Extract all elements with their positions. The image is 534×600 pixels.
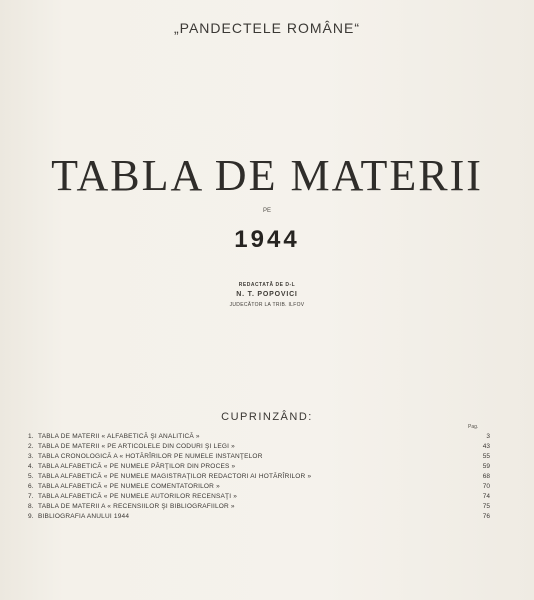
toc-item-text: TABLA ALFABETICĂ « PE NUMELE COMENTATORILOR » bbox=[38, 482, 220, 490]
toc-item-text: TABLA ALFABETICĂ « PE NUMELE MAGISTRAŢILOR REDACTORI AI HOTĂRÎRILOR » bbox=[38, 472, 312, 480]
toc-item-number: 7. bbox=[28, 492, 34, 500]
toc-item-page: 59 bbox=[482, 462, 490, 470]
toc-item-page: 68 bbox=[482, 472, 490, 480]
year-label: 1944 bbox=[234, 226, 300, 253]
toc-item-number: 1. bbox=[28, 432, 34, 440]
toc-item bbox=[28, 481, 490, 491]
toc-item-page: 70 bbox=[482, 482, 490, 490]
toc-item-page: 75 bbox=[482, 502, 490, 510]
toc-item-text: TABLA DE MATERII « PE ARTICOLELE DIN CODURI ŞI LEGI » bbox=[38, 442, 235, 450]
redacted-by-label: REDACTATĂ DE D-L bbox=[238, 282, 296, 288]
pe-label: PE bbox=[262, 208, 271, 214]
toc-item-number: 8. bbox=[28, 502, 34, 510]
toc-item-number: 5. bbox=[28, 472, 34, 480]
table-of-contents bbox=[28, 431, 490, 521]
toc-item-text: TABLA ALFABETICĂ « PE NUMELE PĂRŢILOR DIN PROCES » bbox=[38, 462, 236, 470]
toc-item-text: BIBLIOGRAFIA ANULUI 1944 bbox=[38, 512, 130, 520]
toc-item bbox=[28, 441, 490, 451]
page-column-label: Pag. bbox=[468, 424, 479, 430]
toc-item-page: 43 bbox=[482, 442, 490, 450]
toc-item-number: 6. bbox=[28, 482, 34, 490]
toc-item bbox=[28, 491, 490, 501]
toc-item-text: TABLA ALFABETICĂ « PE NUMELE AUTORILOR RECENSAŢI » bbox=[38, 492, 238, 500]
series-title: „PANDECTELE ROMÂNE“ bbox=[174, 20, 360, 36]
toc-item-page: 55 bbox=[482, 452, 490, 460]
contents-heading: CUPRINZÂND: bbox=[221, 411, 313, 423]
toc-item bbox=[28, 471, 490, 481]
toc-item-text: TABLA DE MATERII A « RECENSIILOR ŞI BIBLIOGRAFIILOR » bbox=[38, 502, 235, 510]
toc-item bbox=[28, 461, 490, 471]
toc-item-page: 3 bbox=[486, 432, 490, 440]
toc-item-number: 9. bbox=[28, 512, 34, 520]
toc-item-text: TABLA CRONOLOGICĂ A « HOTĂRÎRILOR PE NUMELE INSTANŢELOR bbox=[38, 452, 263, 460]
toc-item-number: 4. bbox=[28, 462, 34, 470]
toc-item-number: 2. bbox=[28, 442, 34, 450]
toc-item-text: TABLA DE MATERII « ALFABETICĂ ŞI ANALITICĂ » bbox=[38, 432, 200, 440]
toc-item bbox=[28, 511, 490, 521]
author-role: JUDECĂTOR LA TRIB. ILFOV bbox=[229, 302, 305, 308]
toc-item-page: 74 bbox=[482, 492, 490, 500]
toc-item-page: 76 bbox=[482, 512, 490, 520]
toc-item bbox=[28, 431, 490, 441]
toc-item bbox=[28, 451, 490, 461]
author-name: N. T. POPOVICI bbox=[236, 291, 298, 298]
toc-item-number: 3. bbox=[28, 452, 34, 460]
page-title: TABLA DE MATERII bbox=[51, 151, 483, 200]
toc-item bbox=[28, 501, 490, 511]
